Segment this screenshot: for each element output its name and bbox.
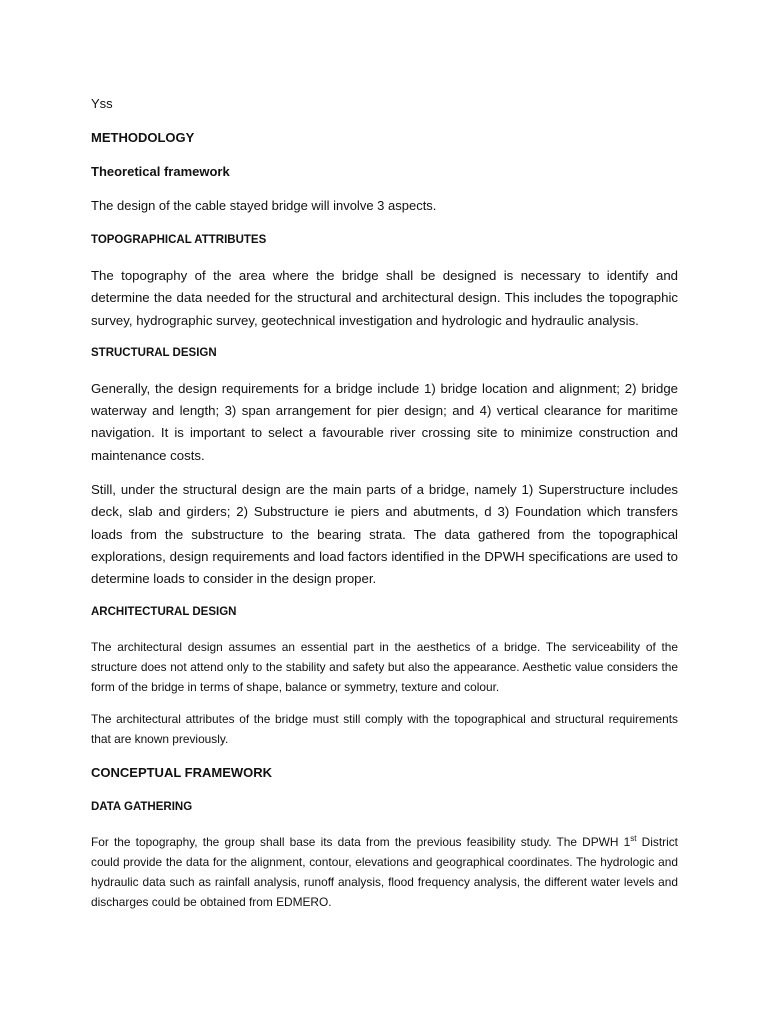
architectural-heading: ARCHITECTURAL DESIGN xyxy=(91,605,237,618)
architectural-paragraph-1: The architectural design assumes an essential part in the aesthetics of a bridge. The serviceability of the structure does not attend only to the stability and safety but also the appearance. Aesthetic value considers the form of the bridge in terms of shape, balance or symmetry, texture and colour. xyxy=(91,639,678,694)
intro-sentence: The design of the cable stayed bridge will involve 3 aspects. xyxy=(91,198,437,213)
top-note: Yss xyxy=(91,96,113,111)
data-gathering-text-after-sup: District could provide the data for the alignment, contour, elevations and geographical coordinates. The hydrologic and hydraulic data such as rainfall analysis, runoff analysis, flood frequency analysis, the different water levels and discharges could be obtained from EDMERO. xyxy=(91,834,678,910)
theoretical-framework-heading: Theoretical framework xyxy=(91,164,230,179)
data-gathering-paragraph xyxy=(91,832,678,913)
document-page xyxy=(91,95,678,924)
topographical-paragraph: The topography of the area where the bridge shall be designed is necessary to identify and determine the data needed for the structural and architectural design. This includes the topographic survey, hydrographic survey, geotechnical investigation and hydrologic and hydraulic analysis. xyxy=(91,268,678,328)
data-gathering-text-before-sup: For the topography, the group shall base its data from the previous feasibility study. The DPWH 1 xyxy=(91,834,631,849)
conceptual-heading: CONCEPTUAL FRAMEWORK xyxy=(91,764,273,780)
structural-paragraph-2: Still, under the structural design are the main parts of a bridge, namely 1) Superstructure includes deck, slab and girders; 2) Substructure ie piers and abutments, d 3) Foundation which transfers loads from the substructure to the bearing strata. The data gathered from the topographical explorations, design requirements and load factors identified in the DPWH specifications are used to determine loads to consider in the design proper. xyxy=(91,482,678,587)
data-gathering-heading: DATA GATHERING xyxy=(91,800,193,813)
ordinal-suffix: st xyxy=(630,833,637,843)
structural-paragraph-1: Generally, the design requirements for a bridge include 1) bridge location and alignment; 2) bridge waterway and length; 3) span arrangement for pier design; and 4) vertical clearance for maritime navigation. It is important to select a favourable river crossing site to minimize construction and maintenance costs. xyxy=(91,380,678,463)
architectural-paragraph-2: The architectural attributes of the bridge must still comply with the topographical and structural requirements that are known previously. xyxy=(91,712,678,747)
methodology-heading: METHODOLOGY xyxy=(91,130,195,145)
topographical-heading: TOPOGRAPHICAL ATTRIBUTES xyxy=(91,234,267,246)
structural-heading: STRUCTURAL DESIGN xyxy=(91,346,217,359)
